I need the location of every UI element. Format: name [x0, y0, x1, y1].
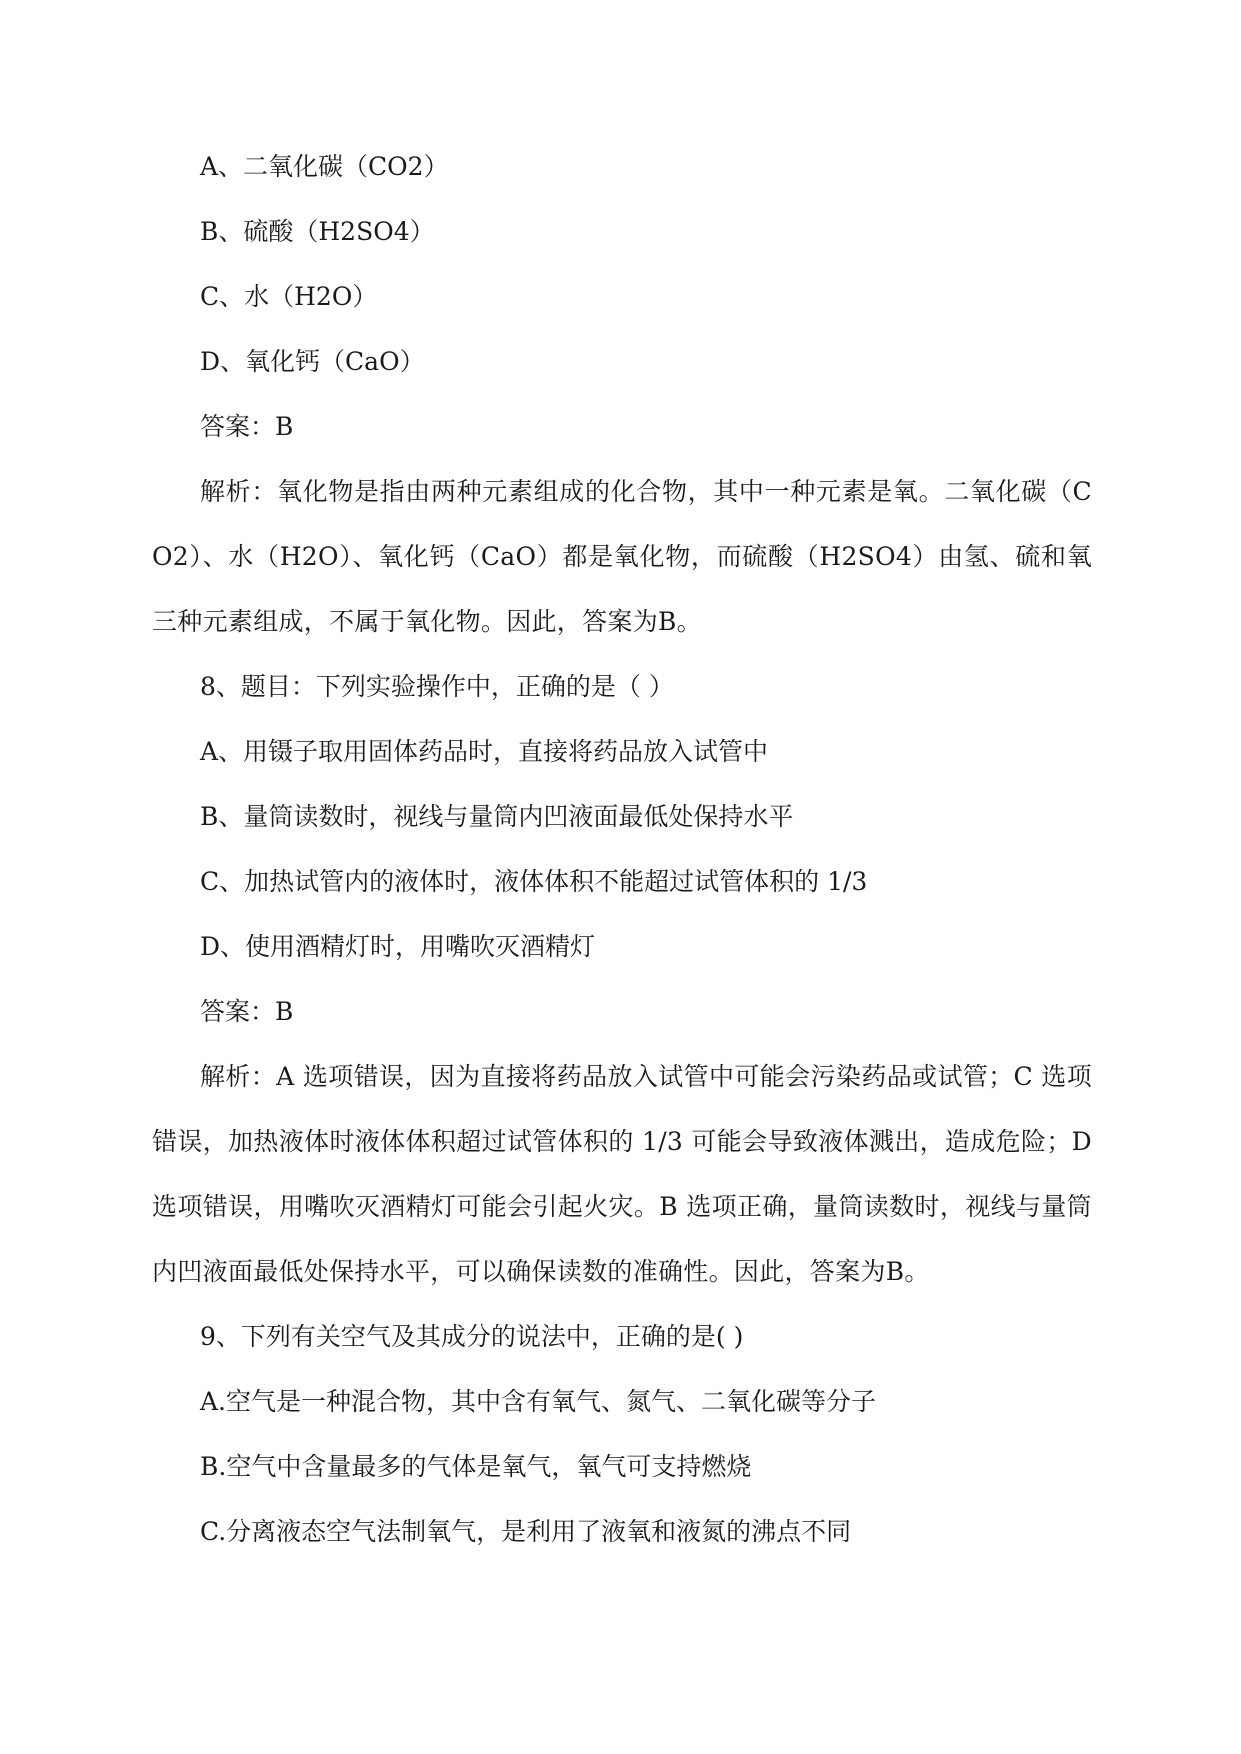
- q8-answer: 答案：B: [200, 997, 294, 1026]
- q9-question: 9、下列有关空气及其成分的说法中，正确的是( ): [200, 1322, 744, 1351]
- q7-option-c: C、水（H2O）: [200, 282, 378, 311]
- q7-analysis: 解析：氧化物是指由两种元素组成的化合物，其中一种元素是氧。二氧化碳（CO2）、水（H2O）、氧化钙（CaO）都是氧化物，而硫酸（H2SO4）由氢、硫和氧三种元素组成，不属于氧化物。因此，答案为B。: [152, 477, 1092, 636]
- q9-option-c: C.分离液态空气法制氧气，是利用了液氧和液氮的沸点不同: [200, 1517, 852, 1546]
- q7-answer: 答案：B: [200, 412, 294, 441]
- q8-analysis: 解析：A 选项错误，因为直接将药品放入试管中可能会污染药品或试管；C 选项错误，加热液体时液体体积超过试管体积的 1/3 可能会导致液体溅出，造成危险；D 选项错误，用嘴吹灭酒精灯可能会引起火灾。B 选项正确，量筒读数时，视线与量筒内凹液面最低处保持水平，可以确保读数的准确性。因此，答案为B。: [152, 1062, 1092, 1286]
- q9-option-a: A.空气是一种混合物，其中含有氧气、氮气、二氧化碳等分子: [200, 1387, 877, 1416]
- page-content: [152, 134, 1092, 1564]
- q9-option-b: B.空气中含量最多的气体是氧气，氧气可支持燃烧: [200, 1452, 752, 1481]
- q7-option-a: A、二氧化碳（CO2）: [200, 152, 449, 181]
- q7-option-d: D、氧化钙（CaO）: [200, 347, 425, 376]
- q8-option-d: D、使用酒精灯时，用嘴吹灭酒精灯: [200, 932, 596, 961]
- q8-question: 8、题目：下列实验操作中，正确的是（ ）: [200, 672, 674, 701]
- q8-option-a: A、用镊子取用固体药品时，直接将药品放入试管中: [200, 737, 769, 766]
- q8-option-b: B、量筒读数时，视线与量筒内凹液面最低处保持水平: [200, 802, 794, 831]
- q7-option-b: B、硫酸（H2SO4）: [200, 217, 435, 246]
- q8-option-c: C、加热试管内的液体时，液体体积不能超过试管体积的 1/3: [200, 867, 868, 896]
